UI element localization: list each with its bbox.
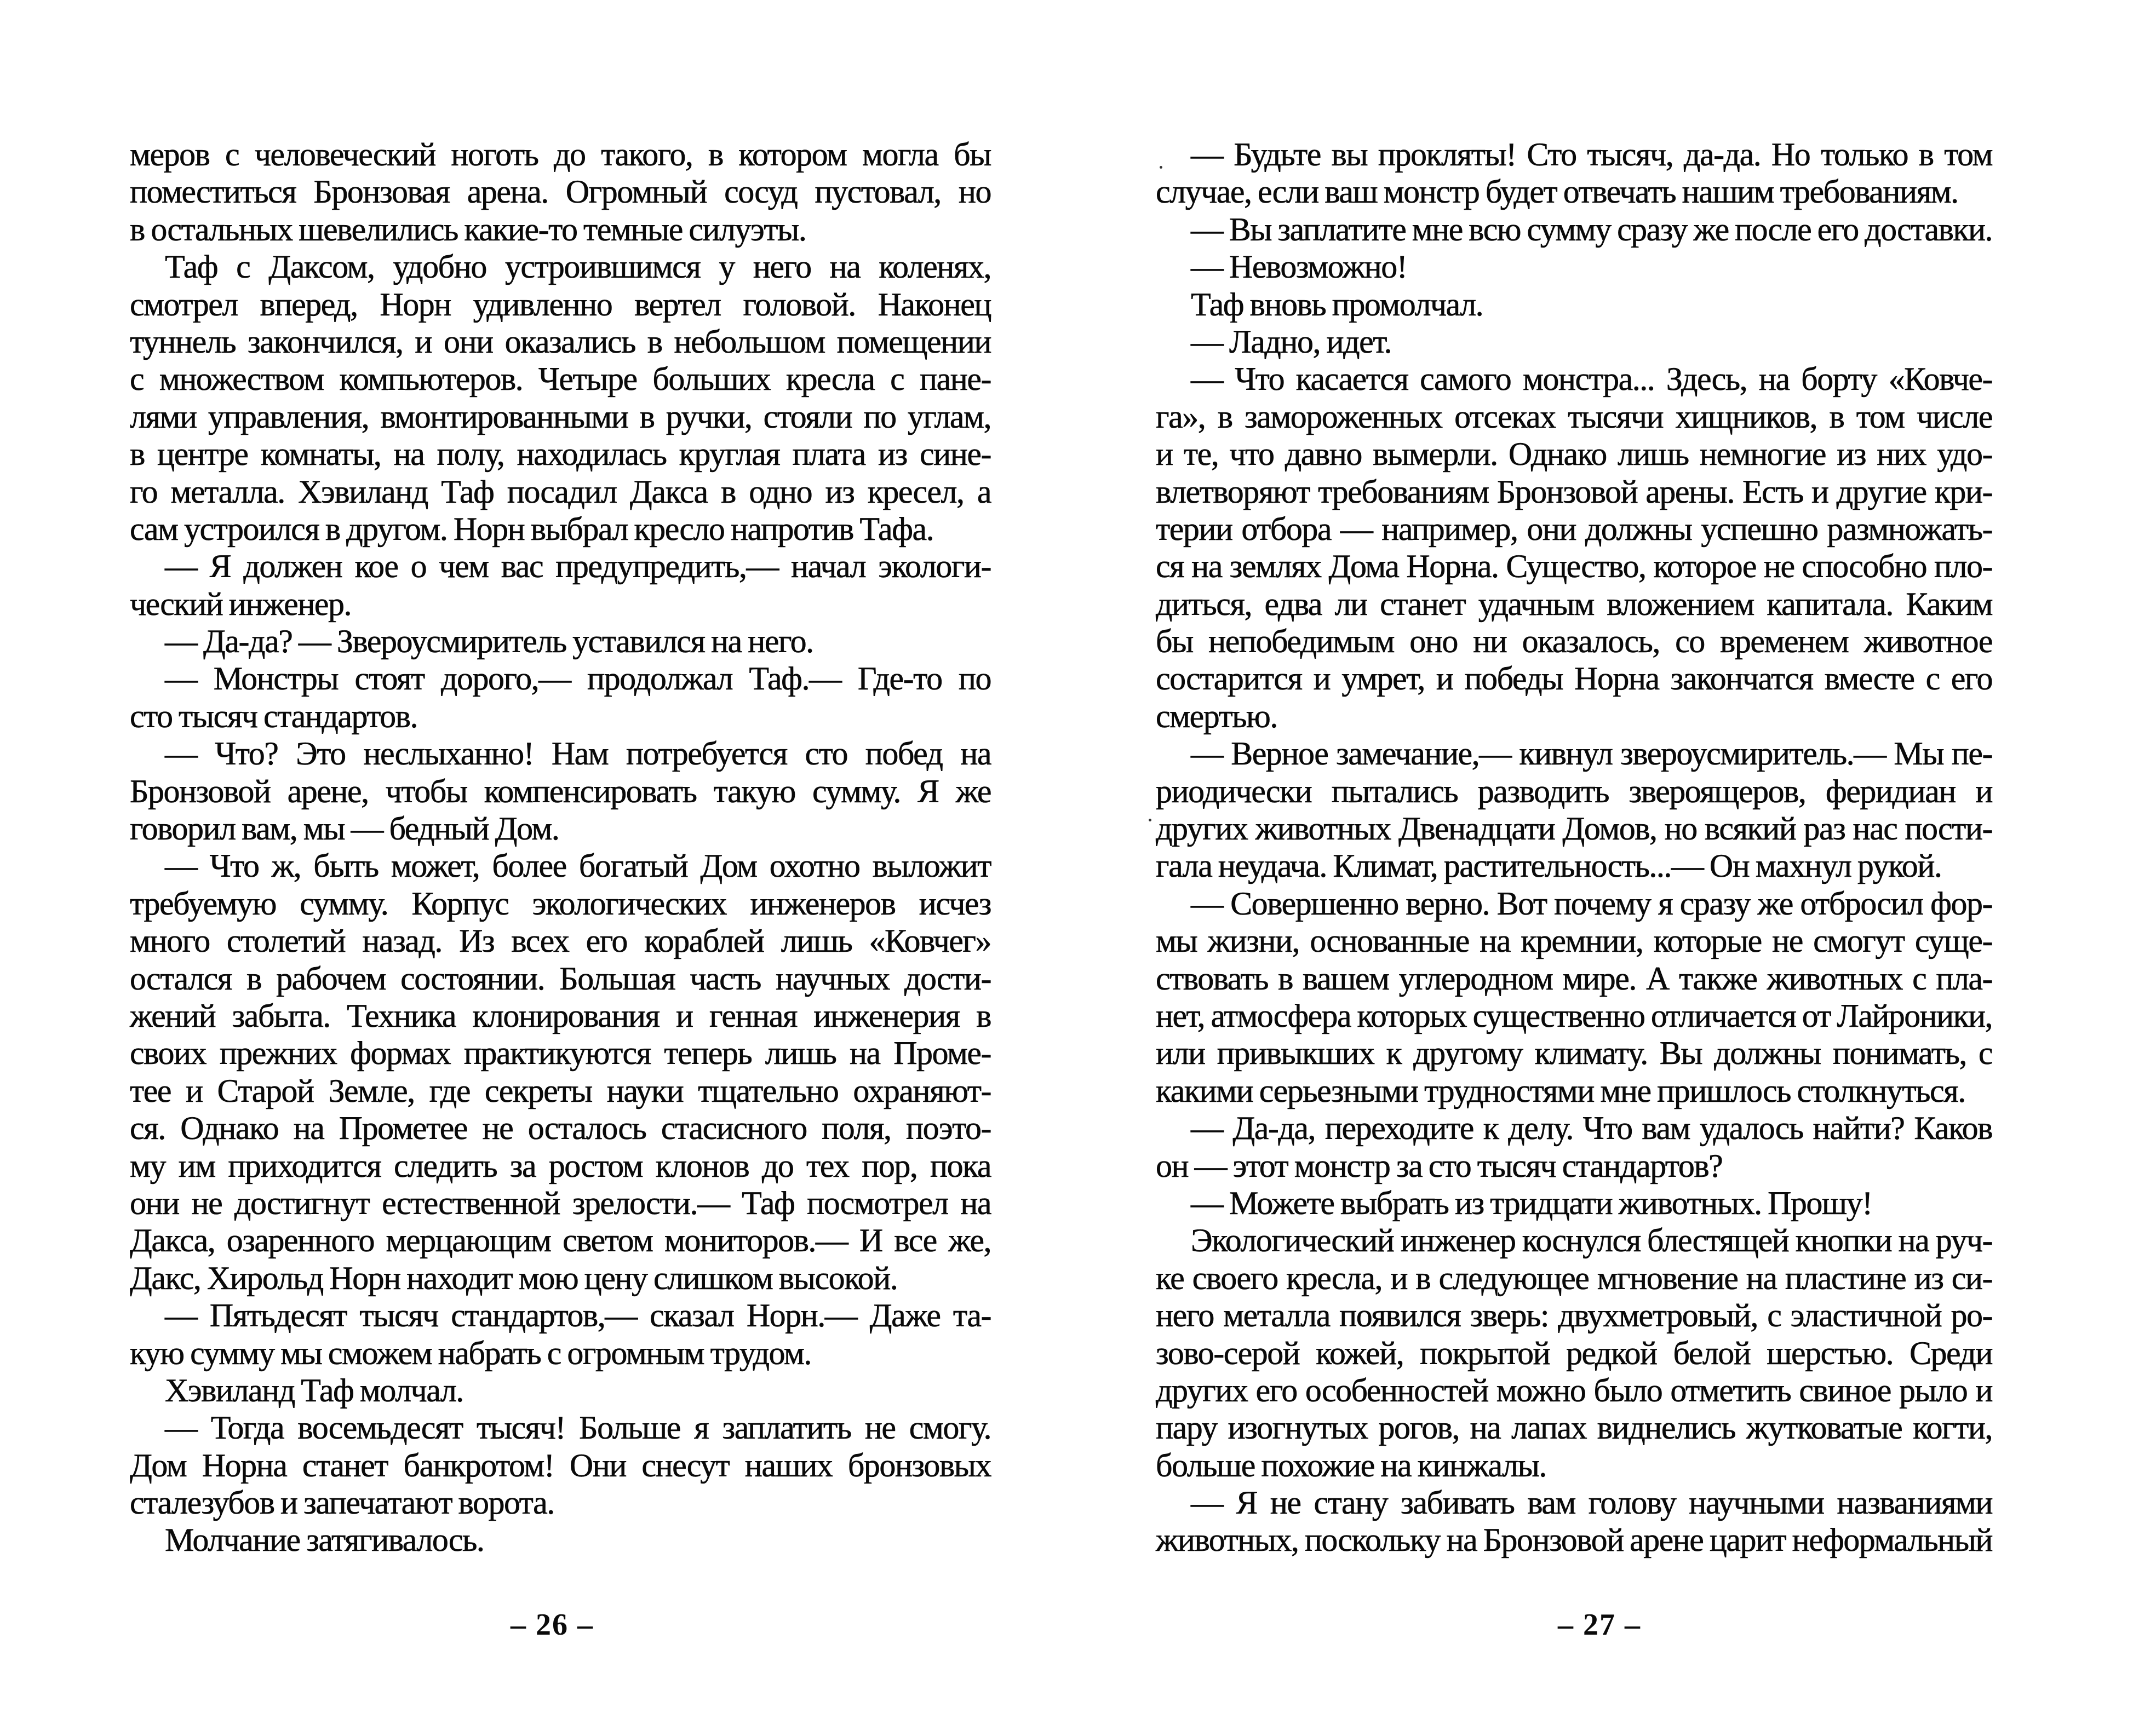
text-line: — Что? Это неслыханно! Нам потребуется сто побед на — [165, 735, 991, 772]
text-line: смотрел вперед, Норн удивленно вертел головой. Наконец — [130, 286, 991, 323]
text-line: терии отбора — например, они должны успешно размножать- — [1156, 510, 1992, 547]
text-line: больше похожие на кинжалы. — [1156, 1447, 1546, 1484]
text-line: — Невозможно! — [1191, 249, 1407, 285]
text-line: — Ладно, идет. — [1191, 323, 1391, 360]
text-line: ческий инженер. — [130, 585, 352, 622]
text-line: ке своего кресла, и в следующее мгновение на пластине из си- — [1156, 1260, 1992, 1296]
text-line: — Что касается самого монстра... Здесь, на борту «Ковче- — [1191, 361, 1992, 398]
text-line: Таф с Даксом, удобно устроившимся у него на коленях, — [165, 249, 991, 285]
text-line: бы непобедимым оно ни оказалось, со временем животное — [1156, 623, 1992, 660]
text-line: смертью. — [1156, 698, 1277, 734]
text-line: состарится и умрет, и победы Норна закончатся вместе с его — [1156, 660, 1992, 697]
text-line: лями управления, вмонтированными в ручки, стояли по углам, — [130, 398, 991, 435]
text-line: Дакса, озаренного мерцающим светом мониторов.— И все же, — [130, 1222, 991, 1259]
text-line: жений забыта. Техника клонирования и генная инженерия в — [130, 997, 991, 1034]
text-line: поместиться Бронзовая арена. Огромный сосуд пустовал, но — [130, 174, 991, 210]
text-line: — Будьте вы прокляты! Сто тысяч, да-да. Но только в том — [1191, 136, 1992, 173]
text-line: — Я не стану забивать вам голову научными названиями — [1191, 1485, 1992, 1521]
text-line: в остальных шевелились какие-то темные силуэты. — [130, 211, 806, 248]
scan-speck — [1149, 819, 1151, 821]
text-line: говорил вам, мы — бедный Дом. — [130, 810, 559, 847]
text-line: — Я должен кое о чем вас предупредить,— начал экологи- — [165, 548, 991, 585]
text-line: тее и Старой Земле, где секреты науки тщательно охраняют- — [130, 1072, 991, 1109]
text-line: мы жизни, основанные на кремнии, которые не смогут суще- — [1156, 923, 1992, 959]
text-line: — Монстры стоят дорого,— продолжал Таф.— Где-то по — [165, 660, 991, 697]
text-line: или привыкших к другому климату. Вы должны понимать, с — [1156, 1035, 1992, 1072]
text-line: Молчание затягивалось. — [165, 1522, 484, 1559]
text-line: животных, поскольку на Бронзовой арене царит неформальный — [1156, 1522, 1992, 1559]
text-line: нет, атмосфера которых существенно отличается от Лайроники, — [1156, 997, 1992, 1034]
left-page-text — [130, 136, 991, 1559]
text-line: — Можете выбрать из тридцати животных. Прошу! — [1191, 1185, 1872, 1221]
text-line: Хэвиланд Таф молчал. — [165, 1372, 463, 1408]
text-line: — Вы заплатите мне всю сумму сразу же после его доставки. — [1191, 211, 1992, 248]
text-line: Экологический инженер коснулся блестящей кнопки на руч- — [1191, 1222, 1992, 1259]
text-line: требуемую сумму. Корпус экологических инженеров исчез — [130, 885, 991, 922]
text-line: ся. Однако на Прометее не осталось стасисного поля, поэто- — [130, 1110, 991, 1147]
text-line: они не достигнут естественной зрелости.— Таф посмотрел на — [130, 1185, 991, 1221]
text-line: и те, что давно вымерли. Однако лишь немногие из них удо- — [1156, 436, 1992, 473]
text-line: — Совершенно верно. Вот почему я сразу же отбросил фор- — [1191, 885, 1992, 922]
text-line: зово-серой кожей, покрытой редкой белой шерстью. Среди — [1156, 1335, 1992, 1371]
text-line: — Что ж, быть может, более богатый Дом охотно выложит — [165, 848, 991, 884]
text-line: — Тогда восемьдесят тысяч! Больше я заплатить не смогу. — [165, 1410, 991, 1446]
text-line: Бронзовой арене, чтобы компенсировать такую сумму. Я же — [130, 773, 991, 809]
scan-speck — [1160, 166, 1162, 169]
text-line: сто тысяч стандартов. — [130, 698, 417, 734]
text-line: него металла появился зверь: двухметровый, с эластичной ро- — [1156, 1297, 1992, 1334]
text-line: риодически пытались разводить звероящеров, феридиан и — [1156, 773, 1992, 809]
text-line: — Пятьдесят тысяч стандартов,— сказал Норн.— Даже та- — [165, 1297, 991, 1334]
text-line: — Верное замечание,— кивнул звероусмиритель.— Мы пе- — [1191, 735, 1992, 772]
text-line: ся на землях Дома Норна. Существо, которое не способно пло- — [1156, 548, 1992, 585]
text-line: сам устроился в другом. Норн выбрал кресло напротив Тафа. — [130, 510, 934, 547]
text-line: меров с человеческий ноготь до такого, в котором могла бы — [130, 136, 991, 173]
text-line: — Да-да, переходите к делу. Что вам удалось найти? Каков — [1191, 1110, 1992, 1147]
text-line: других животных Двенадцати Домов, но всякий раз нас пости- — [1156, 810, 1992, 847]
text-line: он — этот монстр за сто тысяч стандартов? — [1156, 1147, 1723, 1184]
text-line: кую сумму мы сможем набрать с огромным трудом. — [130, 1335, 811, 1371]
text-line: го металла. Хэвиланд Таф посадил Дакса в одно из кресел, а — [130, 473, 991, 510]
text-line: гала неудача. Климат, растительность...— Он махнул рукой. — [1156, 848, 1942, 884]
text-line: какими серьезными трудностями мне пришлось столкнуться. — [1156, 1072, 1965, 1109]
page-number-right: – 27 – — [1558, 1608, 1641, 1642]
text-line: своих прежних формах практикуются теперь лишь на Проме- — [130, 1035, 991, 1072]
text-line: му им приходится следить за ростом клонов до тех пор, пока — [130, 1147, 991, 1184]
text-line: Таф вновь промолчал. — [1191, 286, 1483, 323]
text-line: Дом Норна станет банкротом! Они снесут наших бронзовых — [130, 1447, 991, 1484]
text-line: случае, если ваш монстр будет отвечать нашим требованиям. — [1156, 174, 1958, 210]
text-line: пару изогнутых рогов, на лапах виднелись жутковатые когти, — [1156, 1410, 1992, 1446]
text-line: других его особенностей можно было отметить свиное рыло и — [1156, 1372, 1992, 1408]
text-line: диться, едва ли станет удачным вложением капитала. Каким — [1156, 585, 1992, 622]
text-line: туннель закончился, и они оказались в небольшом помещении — [130, 323, 991, 360]
text-line: влетворяют требованиям Бронзовой арены. Есть и другие кри- — [1156, 473, 1992, 510]
text-line: Дакс, Хирольд Норн находит мою цену слишком высокой. — [130, 1260, 898, 1296]
text-line: ствовать в вашем углеродном мире. А также животных с пла- — [1156, 960, 1992, 997]
text-line: остался в рабочем состоянии. Большая часть научных дости- — [130, 960, 991, 997]
page-number-left: – 26 – — [511, 1608, 594, 1642]
text-line: с множеством компьютеров. Четыре больших кресла с пане- — [130, 361, 991, 398]
right-page-text — [1156, 136, 1992, 1559]
text-line: много столетий назад. Из всех его кораблей лишь «Ковчег» — [130, 923, 991, 959]
text-line: — Да-да? — Звероусмиритель уставился на него. — [165, 623, 813, 660]
text-line: сталезубов и запечатают ворота. — [130, 1485, 554, 1521]
text-line: в центре комнаты, на полу, находилась круглая плата из сине- — [130, 436, 991, 473]
text-line: га», в замороженных отсеках тысячи хищников, в том числе — [1156, 398, 1992, 435]
